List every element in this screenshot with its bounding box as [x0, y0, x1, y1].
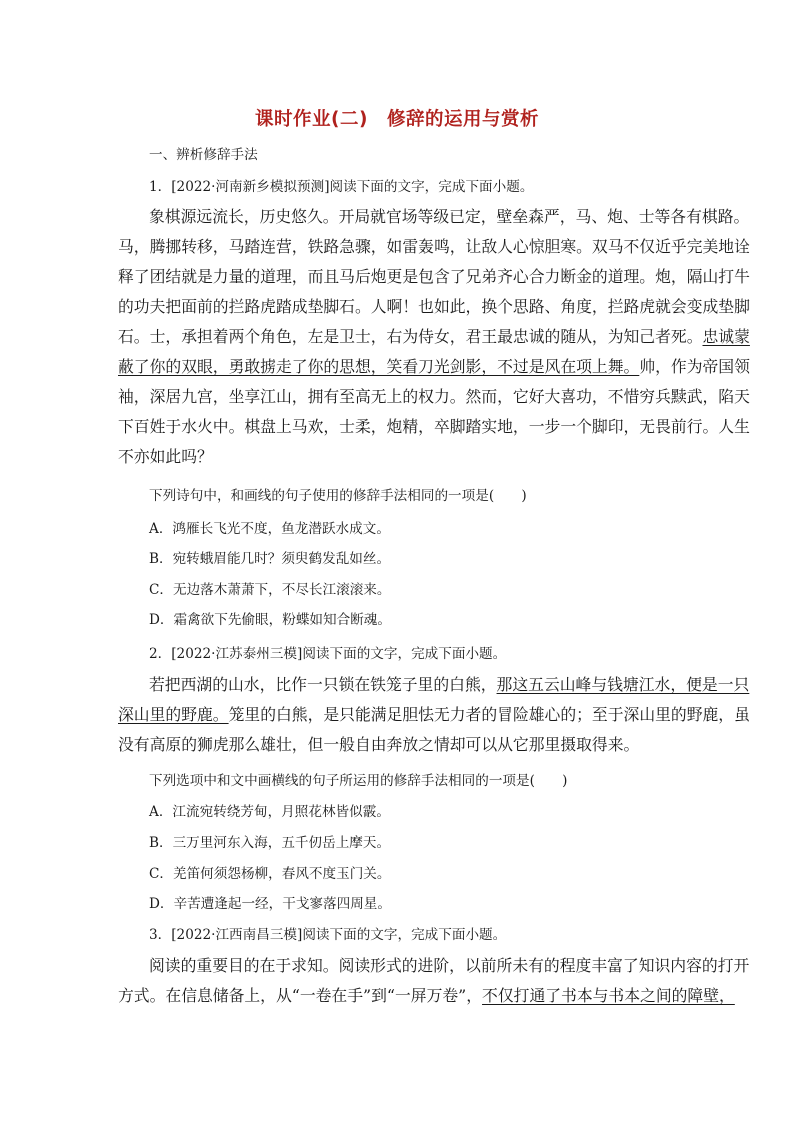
q2-text: 笼里的白熊，是只能满足胆怯无力者的冒险雄心的；至于深山里的野鹿，虽: [228, 705, 750, 724]
q1-paragraph-line: 袖，深居九宫，坐享江山，拥有至高无上的权力。然而，它好大喜功，不惜穷兵黩武，陷天: [118, 387, 750, 406]
q2-paragraph-line: [118, 705, 750, 725]
q2-underlined-sentence: 那这五云山峰与钱塘江水，便是一只: [496, 675, 750, 694]
q1-header: 1．[2022·河南新乡模拟预测]阅读下面的文字，完成下面小题。: [149, 179, 534, 195]
q2-header: 2．[2022·江苏泰州三模]阅读下面的文字，完成下面小题。: [149, 646, 507, 662]
q1-paragraph-line: [118, 357, 750, 377]
q2-option-a: A．江流宛转绕芳甸，月照花林皆似霰。: [149, 804, 390, 820]
q1-option-c: C．无边落木萧萧下，不尽长江滚滚来。: [149, 582, 391, 598]
q1-text: 帅，作为帝国领: [639, 357, 750, 376]
q1-paragraph-line: 马，腾挪转移，马踏连营，铁路急骤，如雷轰鸣，让敌人心惊胆寒。双马不仅近乎完美地诠: [118, 237, 750, 256]
q1-paragraph-line: [118, 327, 750, 347]
q1-paragraph-line: 的功夫把面前的拦路虎踏成垫脚石。人啊！也如此，换个思路、角度，拦路虎就会变成垫脚: [118, 297, 750, 316]
q1-paragraph-line: 象棋源远流长，历史悠久。开局就官场等级已定，壁垒森严，马、炮、士等各有棋路。: [149, 207, 750, 226]
q3-header: 3．[2022·江西南昌三模]阅读下面的文字，完成下面小题。: [149, 927, 507, 943]
q2-paragraph-line: [149, 675, 750, 695]
q1-paragraph-line: 释了团结就是力量的道理，而且马后炮更是包含了兄弟齐心合力断金的道理。炮，隔山打牛: [118, 267, 750, 286]
q1-option-a: A．鸿雁长飞光不度，鱼龙潜跃水成文。: [149, 521, 390, 537]
q3-underlined-sentence: 不仅打通了书本与书本之间的障壁，: [482, 986, 735, 1005]
q1-paragraph-line: 下百姓于水火中。棋盘上马欢，士柔，炮精，卒脚踏实地，一步一个脚印，无畏前行。人生: [118, 417, 750, 436]
q1-underlined-sentence: 蔽了你的双眼，勇敢掳走了你的思想，笑看刀光剑影，不过是风在项上舞。: [118, 357, 640, 376]
page-title: 课时作业(二) 修辞的运用与赏析: [255, 109, 539, 130]
q2-text: 若把西湖的山水，比作一只锁在铁笼子里的白熊，: [149, 675, 497, 694]
q1-option-b: B．宛转蛾眉能几时？须臾鹤发乱如丝。: [149, 551, 391, 567]
q3-text: 方式。在信息储备上，从“一卷在手”到“一屏万卷”，: [118, 986, 483, 1005]
q3-paragraph-line: [118, 986, 735, 1006]
q2-option-c: C．羌笛何须怨杨柳，春风不度玉门关。: [149, 866, 391, 882]
q1-text: 石。士，承担着两个角色，左是卫士，右为侍女，君王最忠诚的随从，为知己者死。: [118, 327, 703, 346]
q1-option-d: D．霜禽欲下先偷眼，粉蝶如知合断魂。: [149, 612, 391, 628]
q3-paragraph-line: 阅读的重要目的在于求知。阅读形式的进阶，以前所未有的程度丰富了知识内容的打开: [149, 956, 750, 975]
q2-option-b: B．三万里河东入海，五千仞岳上摩天。: [149, 835, 391, 851]
section-heading: 一、辨析修辞手法: [149, 147, 258, 163]
q1-question: 下列诗句中，和画线的句子使用的修辞手法相同的一项是( ): [149, 488, 527, 504]
q2-question: 下列选项中和文中画横线的句子所运用的修辞手法相同的一项是( ): [149, 773, 568, 789]
q2-underlined-sentence: 深山里的野鹿。: [118, 705, 229, 724]
q2-option-d: D．辛苦遭逢起一经，干戈寥落四周星。: [149, 896, 391, 912]
q2-paragraph-line: 没有高原的狮虎那么雄壮，但一般自由奔放之情却可以从它那里摄取得来。: [118, 735, 640, 754]
q1-paragraph-line: 不亦如此吗？: [118, 447, 213, 466]
q1-underlined-sentence: 忠诚蒙: [702, 327, 750, 346]
